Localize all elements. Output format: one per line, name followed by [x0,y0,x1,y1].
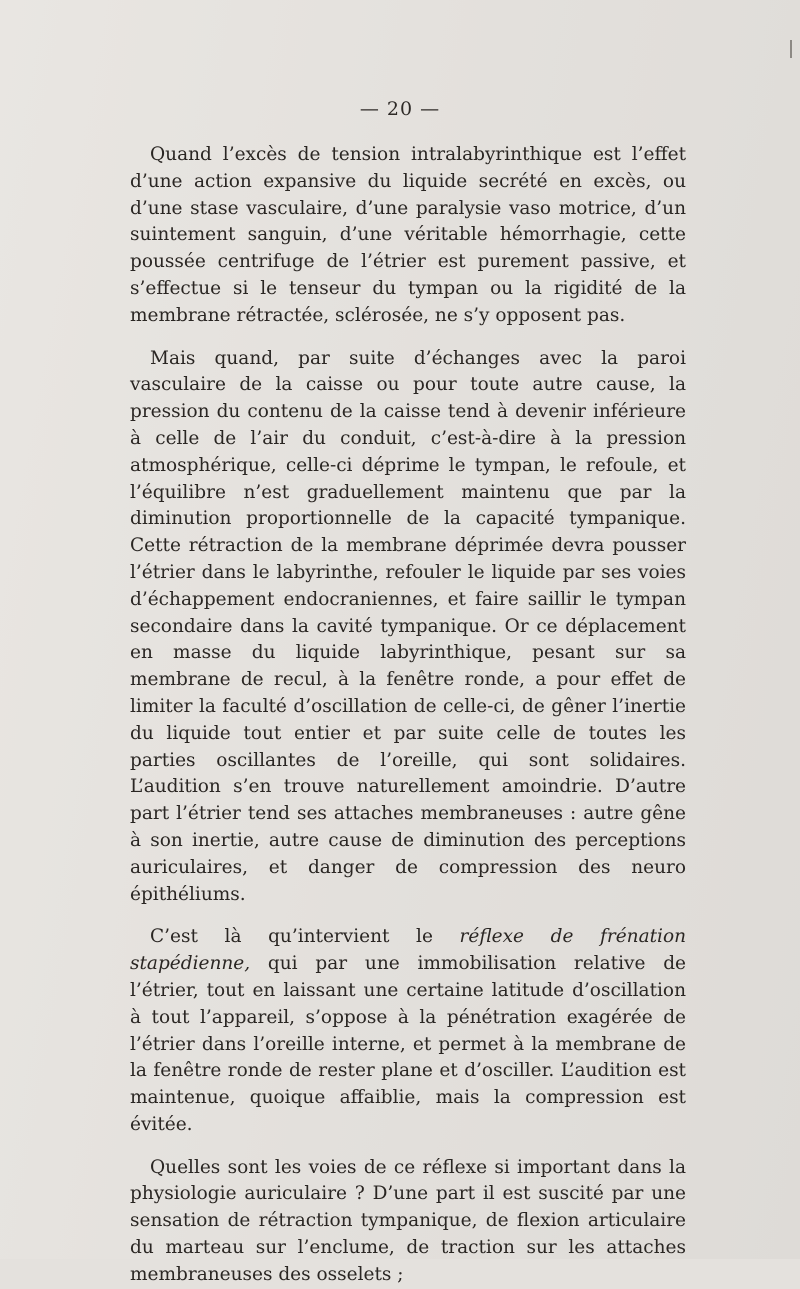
paragraph-4: Quelles sont les voies de ce réflexe si important dans la physiologie auriculaire ? D’une part il est suscité par une sensation de rétraction tympanique, de flexion articulaire du marteau sur l’enclume, de traction sur les attaches membraneuses des osselets ; [130,1156,686,1285]
italic-term: réflexe de frénation stapédienne, [130,926,687,975]
paragraph-3 [130,924,686,1138]
page-edge-mark [790,40,792,58]
page-number: — 20 — [359,98,441,120]
paragraph-1: Quand l’excès de tension intralabyrinthique est l’effet d’une action expansive du liquide secrété en excès, ou d’une stase vasculaire, d’une paralysie vaso motrice, d’un suintement sanguin, d’une véritable hémorrhagie, cette poussée centrifuge de l’étrier est purement passive, et s’effectue si le tenseur du tympan ou la rigidité de la membrane rétractée, sclérosée, ne s’y opposent pas. [130,144,686,326]
paragraph-3-lead: C’est là qu’intervient le [150,926,460,948]
body-text [130,142,686,1289]
paragraph-3-rest: qui par une immobilisation relative de l’étrier, tout en laissant une certaine latitude d’oscillation à tout l’appareil, s’oppose à la pénétration exagérée de l’étrier dans l’oreille interne, et permet à la membrane de la fenêtre ronde de rester plane et d’osciller. L’audition est maintenue, quoique affaiblie, mais la compression est évitée. [130,953,686,1135]
paragraph-2: Mais quand, par suite d’échanges avec la paroi vasculaire de la caisse ou pour toute autre cause, la pression du contenu de la caisse tend à devenir inférieure à celle de l’air du conduit, c’est-à-dire à la pression atmosphérique, celle-ci déprime le tympan, le refoule, et l’équilibre n’est graduellement maintenu que par la diminution proportionnelle de la capacité tympanique. Cette rétraction de la membrane déprimée devra pousser l’étrier dans le labyrinthe, refouler le liquide par ses voies d’échappement endocraniennes, et faire saillir le tympan secondaire dans la cavité tympanique. Or ce déplacement en masse du liquide labyrinthique, pesant sur sa membrane de recul, à la fenêtre ronde, a pour effet de limiter la faculté d’oscillation de celle-ci, de gêner l’inertie du liquide tout entier et par suite celle de toutes les parties oscillantes de l’oreille, qui sont solidaires. L’audition s’en trouve naturellement amoindrie. D’autre part l’étrier tend ses attaches membraneuses : autre gêne à son inertie, autre cause de diminution des perceptions auriculaires, et danger de compression des neuro épithéliums. [130,347,686,905]
